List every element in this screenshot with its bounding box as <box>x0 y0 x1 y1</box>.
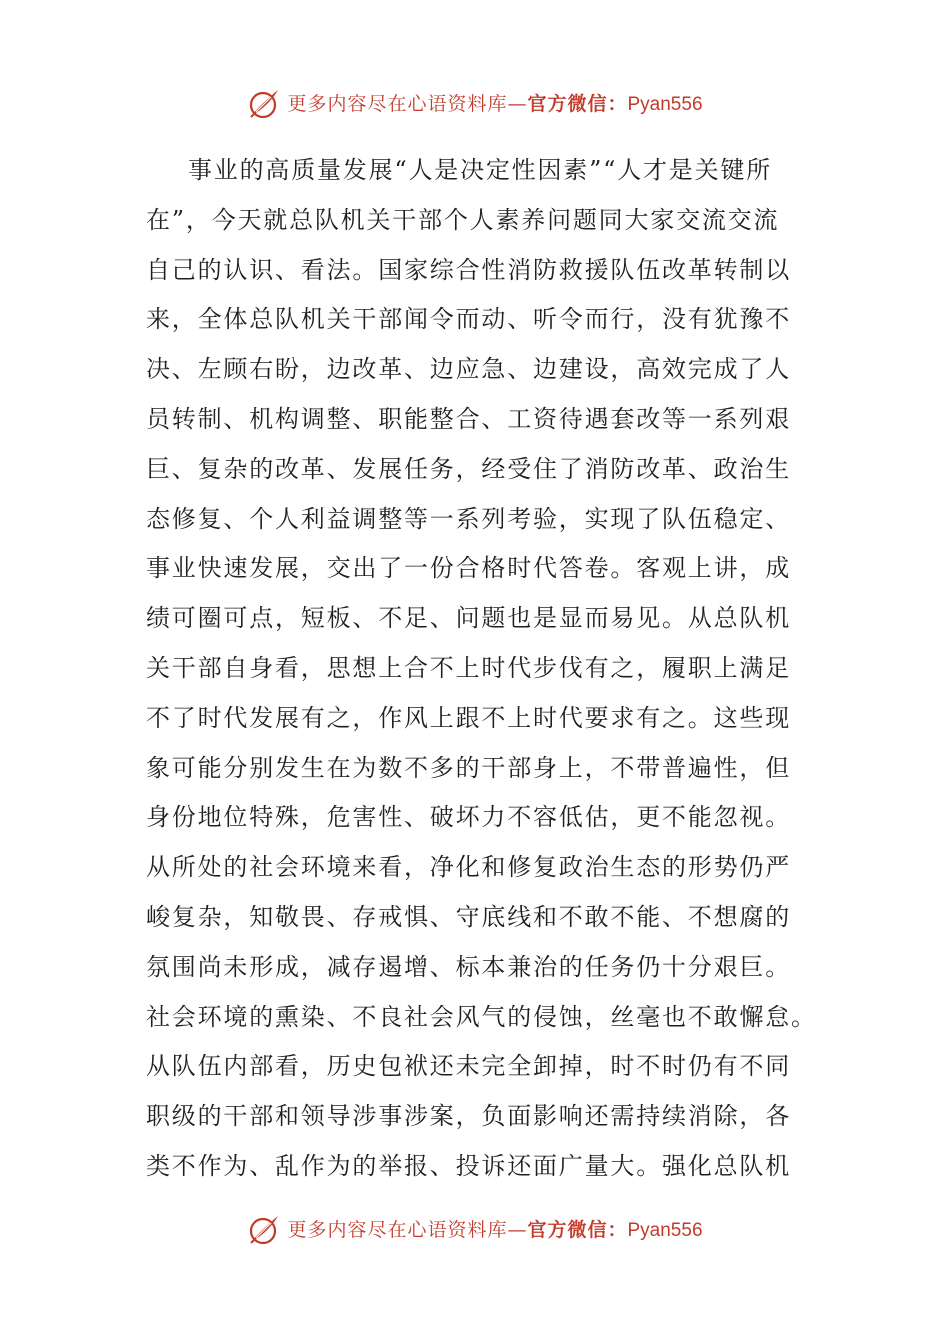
body-line: 从队伍内部看，历史包袱还未完全卸掉，时不时仍有不同 <box>146 1052 791 1081</box>
body-line: 员转制、机构调整、职能整合、工资待遇套改等一系列艰 <box>146 404 791 433</box>
body-line: 氛围尚未形成，减存遏增、标本兼治的任务仍十分艰巨。 <box>146 952 791 981</box>
banner-dash: — <box>507 92 528 115</box>
body-line: 决、左顾右盼，边改革、边应急、边建设，高效完成了人 <box>146 355 791 384</box>
body-line: 社会环境的熏染、不良社会风气的侵蚀，丝毫也不敢懈怠。 <box>146 1002 817 1031</box>
article-body <box>146 146 817 1192</box>
banner-wechat-id: Pyan556 <box>627 93 703 115</box>
body-line: 峻复杂，知敬畏、存戒惧、守底线和不敢不能、不想腐的 <box>146 902 791 931</box>
body-line: 态修复、个人利益调整等一系列考验，实现了队伍稳定、 <box>146 504 791 533</box>
body-line: 巨、复杂的改革、发展任务，经受住了消防改革、政治生 <box>146 454 791 483</box>
body-line: 身份地位特殊，危害性、破坏力不容低估，更不能忽视。 <box>146 803 791 832</box>
banner-brand: 更多内容尽在心语资料库 <box>287 1218 508 1241</box>
banner-official-label: 官方微信： <box>527 1218 628 1241</box>
banner-dash: — <box>507 1218 528 1241</box>
body-line: 绩可圈可点，短板、不足、问题也是显而易见。从总队机 <box>146 604 791 633</box>
body-line: 事业快速发展，交出了一份合格时代答卷。客观上讲，成 <box>146 554 791 583</box>
body-line: 从所处的社会环境来看，净化和修复政治生态的形势仍严 <box>146 853 791 882</box>
banner-official-label: 官方微信： <box>527 92 628 115</box>
banner-wechat-id: Pyan556 <box>627 1219 703 1241</box>
footer-banner-text <box>287 1210 702 1251</box>
footer-banner <box>0 1210 950 1250</box>
body-line: 来，全体总队机关干部闻令而动、听令而行，没有犹豫不 <box>146 305 791 334</box>
body-line: 职级的干部和领导涉事涉案，负面影响还需持续消除，各 <box>146 1102 791 1131</box>
body-line: 类不作为、乱作为的举报、投诉还面广量大。强化总队机 <box>146 1151 791 1180</box>
quill-pen-logo-icon <box>247 1213 281 1247</box>
header-banner-text <box>287 84 702 125</box>
body-line: 关干部自身看，思想上合不上时代步伐有之，履职上满足 <box>146 653 791 682</box>
banner-brand: 更多内容尽在心语资料库 <box>287 92 508 115</box>
body-line: 象可能分别发生在为数不多的干部身上，不带普遍性，但 <box>146 753 791 782</box>
body-line: 在”，今天就总队机关干部个人素养问题同大家交流交流 <box>146 205 780 234</box>
body-line: 自己的认识、看法。国家综合性消防救援队伍改革转制以 <box>146 255 791 284</box>
quill-pen-logo-icon <box>247 87 281 121</box>
body-line: 不了时代发展有之，作风上跟不上时代要求有之。这些现 <box>146 703 791 732</box>
header-banner <box>0 84 950 124</box>
body-line: 事业的高质量发展“人是决定性因素”“人才是关键所 <box>188 156 773 184</box>
